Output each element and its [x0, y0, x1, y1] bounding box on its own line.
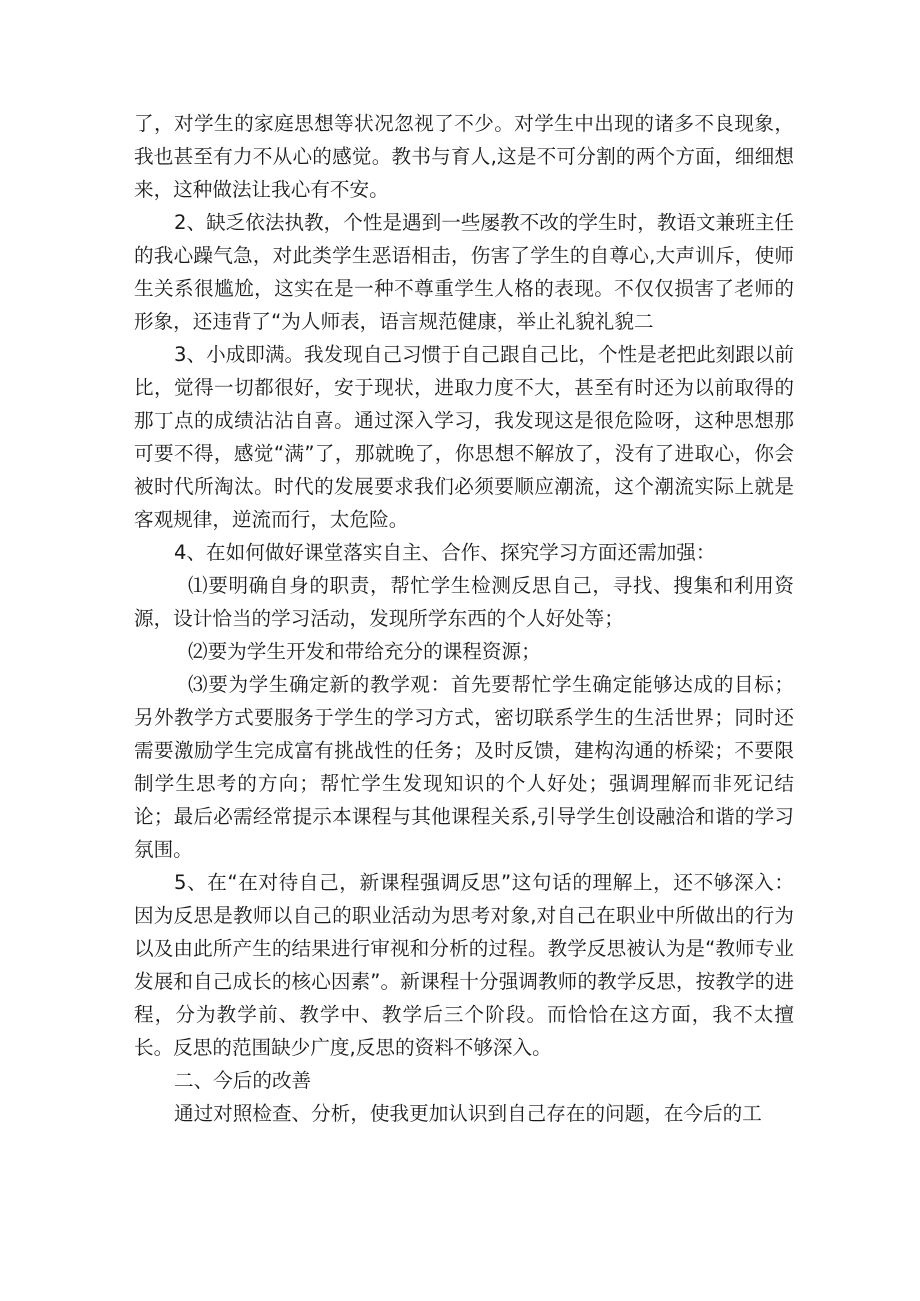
sub-item-3: ⑶要为学生确定新的教学观：首先要帮忙学生确定能够达成的目标；另外教学方式要服务于学生的学习方式，密切联系学生的生活世界；同时还需要激励学生完成富有挑战性的任务；及时反馈，建构沟通的桥梁；不要限制学生思考的方向；帮忙学生发现知识的个人好处；强调理解而非死记结论；最后必需经常提示本课程与其他课程关系,引导学生创设融洽和谐的学习氛围。: [134, 673, 794, 861]
sub-item-2: ⑵要为学生开发和带给充分的课程资源；: [188, 640, 541, 663]
paragraph-item-4: 4、在如何做好课堂落实自主、合作、探究学习方面还需加强：: [174, 541, 716, 564]
paragraph-item-2: 2、缺乏依法执教，个性是遇到一些屡教不改的学生时，教语文兼班主任的我心躁气急，对此类学生恶语相击，伤害了学生的自尊心,大声训斥，使师生关系很尴尬，这实在是一种不尊重学生人格的表现。不仅仅损害了老师的形象，还违背了“为人师表，语言规范健康，举止礼貌礼貌二: [134, 211, 794, 333]
sub-item-1: ⑴要明确自身的职责，帮忙学生检测反思自己，寻找、搜集和利用资源，设计恰当的学习活动，发现所学东西的个人好处等；: [134, 574, 794, 630]
paragraph-final: 通过对照检查、分析，使我更加认识到自己存在的问题，在今后的工: [174, 1102, 762, 1125]
section-heading: 二、今后的改善: [174, 1069, 312, 1092]
document-body: [134, 107, 794, 1130]
paragraph-item-5: 5、在“在对待自己，新课程强调反思”这句话的理解上，还不够深入：因为反思是教师以自己的职业活动为思考对象,对自己在职业中所做出的行为以及由此所产生的结果进行审视和分析的过程。教学反思被认为是“教师专业发展和自己成长的核心因素”。新课程十分强调教师的教学反思，按教学的进程，分为教学前、教学中、教学后三个阶段。而恰恰在这方面，我不太擅长。反思的范围缺少广度,反思的资料不够深入。: [134, 871, 794, 1059]
paragraph-item-3: 3、小成即满。我发现自己习惯于自己跟自己比，个性是老把此刻跟以前比，觉得一切都很好，安于现状，进取力度不大，甚至有时还为以前取得的那丁点的成绩沾沾自喜。通过深入学习，我发现这是很危险呀，这种思想那可要不得，感觉“满”了，那就晚了，你思想不解放了，没有了进取心，你会被时代所淘汰。时代的发展要求我们必须要顺应潮流，这个潮流实际上就是客观规律，逆流而行，太危险。: [134, 343, 794, 531]
paragraph-continuation: 了，对学生的家庭思想等状况忽视了不少。对学生中出现的诸多不良现象，我也甚至有力不从心的感觉。教书与育人,这是不可分割的两个方面，细细想来，这种做法让我心有不安。: [134, 112, 794, 201]
